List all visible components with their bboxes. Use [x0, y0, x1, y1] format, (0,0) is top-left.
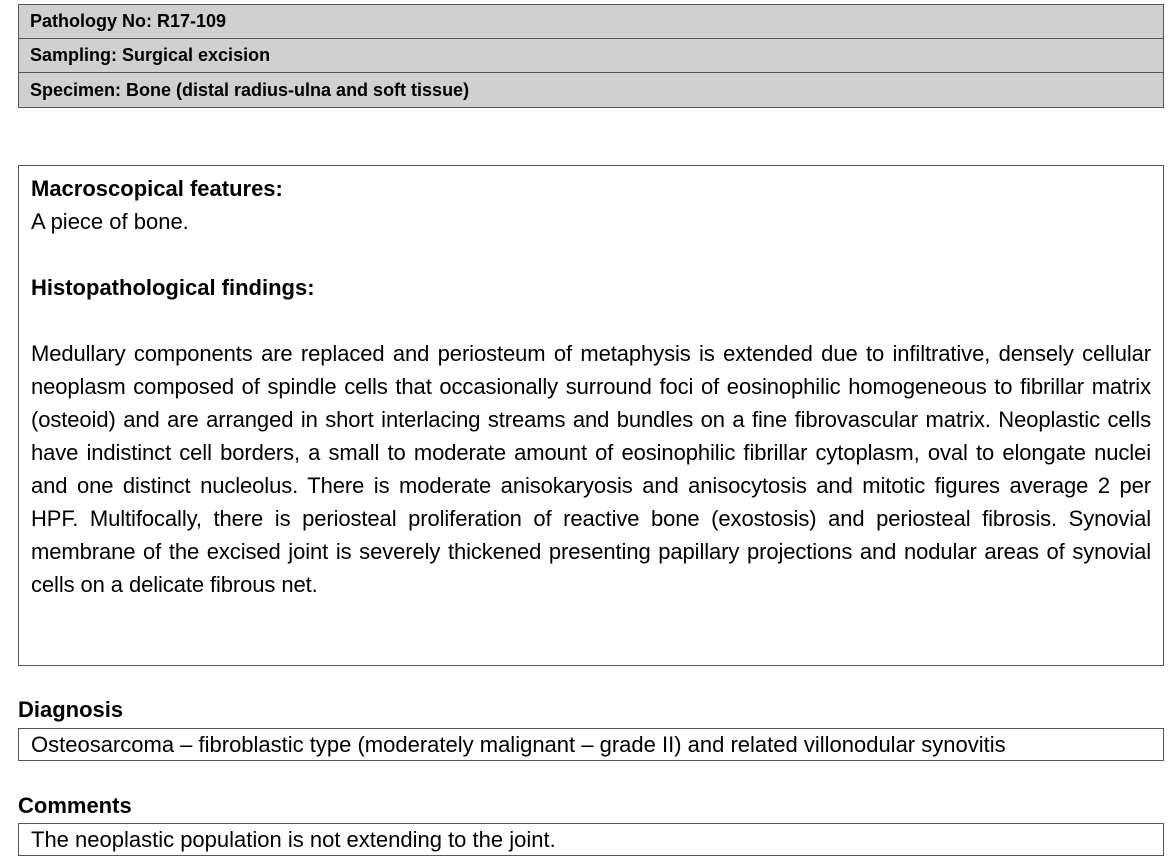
findings-section [18, 165, 1164, 666]
report-header-table [18, 4, 1164, 108]
comments-text: The neoplastic population is not extending to the joint. [18, 823, 1164, 856]
specimen-description: Specimen: Bone (distal radius-ulna and soft tissue) [19, 73, 1163, 107]
spacer [31, 238, 1151, 271]
sampling-method: Sampling: Surgical excision [19, 39, 1163, 73]
comments-label: Comments [18, 793, 132, 818]
histopathological-findings-heading: Histopathological findings: [31, 275, 315, 300]
diagnosis-text: Osteosarcoma – fibroblastic type (moderately malignant – grade II) and related villonodular synovitis [18, 728, 1164, 761]
pathology-number: Pathology No: R17-109 [19, 5, 1163, 39]
macroscopical-features-text: A piece of bone. [31, 209, 189, 234]
spacer [31, 304, 1151, 337]
diagnosis-label: Diagnosis [18, 697, 124, 722]
macroscopical-features-heading: Macroscopical features: [31, 176, 283, 201]
histopathological-findings-text: Medullary components are replaced and periosteum of metaphysis is extended due to infiltrative, densely cellular neoplasm composed of spindle cells that occasionally surround foci of eosinophilic homogeneous to fibrillar matrix (osteoid) and are arranged in short interlacing streams and bundles on a fine fibrovascular matrix. Neoplastic cells have indistinct cell borders, a small to moderate amount of eosinophilic fibrillar cytoplasm, oval to elongate nuclei and one distinct nucleolus. There is moderate anisokaryosis and anisocytosis and mitotic figures average 2 per HPF. Multifocally, there is periosteal proliferation of reactive bone (exostosis) and periosteal fibrosis. Synovial membrane of the excised joint is severely thickened presenting papillary projections and nodular areas of synovial cells on a delicate fibrous net. [31, 341, 1151, 597]
